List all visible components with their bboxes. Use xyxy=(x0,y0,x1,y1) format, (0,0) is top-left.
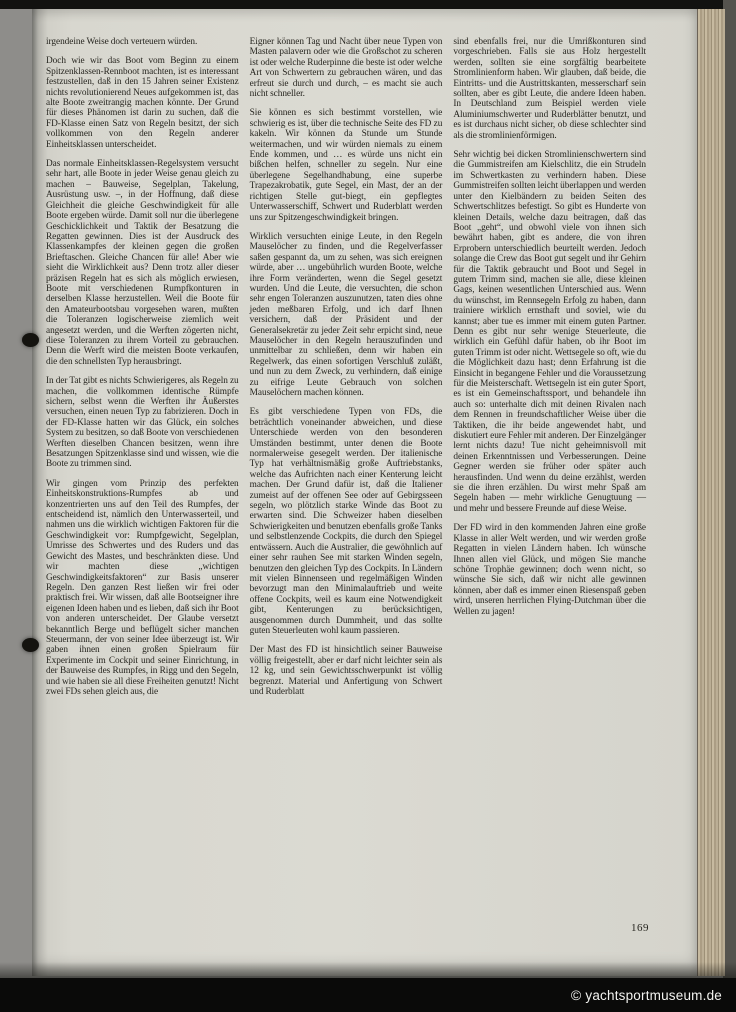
text-column-2 xyxy=(250,37,443,706)
paragraph: Wir gingen vom Prinzip des perfekten Einheitskonstruktions-Rumpfes ab und konzentrierten uns auf den Teil des Rumpfes, der entscheidend ist, nämlich den Unterwasserteil, und nahmen uns die wirklich wichtigen Faktoren für die Geschwindigkeit vor: Rumpfgewicht, Segelplan, Umrisse des Schwertes und des Ruders und das Gewicht des Mastes, und beschränkten diese. Und wir machten diese „wichtigen Geschwindigkeitsfaktoren“ zur Basis unserer Regeln. Den ganzen Rest ließen wir frei oder praktisch frei. Wir wissen, daß alle Bootseigner ihre eigenen Ideen haben und es lieben, daß sich ihr Boot von anderen unterscheidet. Der Glaube versetzt bekanntlich Berge und beflügelt sicher manchen Steuermann, der von seiner Idee überzeugt ist. Wir gaben ihnen einen großen Spielraum für Experimente im Cockpit und seiner Einrichtung, in der Bauweise des Rumpfes, in Rigg und den Segeln, und wie haben sie all diese Freiheiten genutzt! Nicht zwei FDs sehen gleich aus, die xyxy=(46,478,239,697)
paragraph: Sehr wichtig bei dicken Stromlinienschwertern sind die Gummistreifen am Kielschlitz, die ein Strudeln im Schwertkasten zu verhindern haben. Diese Gummistreifen sollten leicht überlappen und werden unter den Kielbändern zu beiden Seiten des Schwertschlitzes befestigt. So gibt es Hunderte von kleinen Details, welche dazu beitragen, daß das Boot „geht“, und obwohl viele von ihnen sich bewährt haben, gibt es andere, die von ihren Erprobern unterschiedlich beurteilt werden. Jedoch solange die Crew das Boot gut segelt und ihr Gehirn für die Taktik gebraucht und Boot und Segel in gutem Trimm sind, machen sie alle, diese kleinen Gags, keinen wesentlichen Unterschied aus. Wenn du wünschst, im Rennsegeln Erfolg zu haben, dann trainiere wirklich ernsthaft und soviel, wie du kannst; aber tue es immer mit einem guten Partner. Denn es gibt nur sehr wenige Steuerleute, die wirklich ein Gefühl dafür haben, ob ihr Boot im guten Trimm ist oder nicht. Wettsegele so oft, wie du die Möglichkeit dazu hast; denn Erfahrung ist die Einsicht in begangene Fehler und die Voraussetzung für die Meisterschaft. Wettsegeln ist ein guter Sport, es ist ein Gemeinschaftssport, und behandele ihn auch so: unterhalte dich mit deinen Rivalen nach dem Rennen in freundschaftlicher Weise über die Taktiken, die ihr beide angewendet habt, und diskutiert eure Fehler mit anderen. Der Einzelgänger lernt nichts dazu! Tue nicht geheimnisvoll mit deinen Erkenntnissen und Verbesserungen. Deine Gegner werden sie früher oder später auch herausfinden. Und wenn du deine erzählst, werden sie die ihren erzählen. Du wirst mehr Spaß am Segeln haben — mehr wirkliche Genugtuung — und mehr und bessere Freunde auf diese Weise. xyxy=(453,150,647,514)
paragraph: Doch wie wir das Boot vom Beginn zu einem Spitzenklassen-Rennboot machten, ist es interessant festzustellen, daß in den 15 Jahren seiner Existenz nichts revolutionierend Neues aufgekommen ist, das alte Boote zweitrangig machen könnte. Der Grund für dieses Phänomen ist darin zu suchen, daß die FD-Klasse einen Satz von Regeln besitzt, der sich vollkommen von den Regeln anderer Einheitsklassen unterscheidet. xyxy=(46,56,239,150)
paragraph: sind ebenfalls frei, nur die Umrißkonturen sind vorgeschrieben. Falls sie aus Holz hergestellt werden, sollten sie eine sorgfältig bearbeitete Stromlinienform haben. Wir glauben, daß beide, die Eintritts- und die Austrittskanten, messerscharf sein sollten, aber es gibt Leute, die andere Ideen haben. In Deutschland zum Beispiel werden viele Aluminiumschwerter und Ruderblätter benutzt, und es ist durchaus nicht sicher, ob diese schlechter sind als die stromlinienförmigen. xyxy=(453,37,647,141)
copyright-icon: © xyxy=(570,987,582,1003)
paragraph: Das normale Einheitsklassen-Regelsystem versucht sehr hart, alle Boote in jeder Weise genau gleich zu machen – Bauweise, Segelplan, Takelung, Ausrüstung usw. –, in der Hoffnung, daß diese Gleichheit die gleiche Geschwindigkeit für alle Boote ergeben würde. Damit soll nur die überlegene Geschicklichkeit und Taktik der Besatzung die Regatten gewinnen. Dies ist der Ausdruck des Klassenkampfes der kleinen gegen die großen Brieftaschen. Gleiche Chancen für alle! Aber wie sieht die Wirklichkeit aus? Denn trotz aller dieser präzisen Regeln hat es sich als möglich erwiesen, Boote mit verschiedenen Rumpfkonturen in derselben Klasse herzustellen. Weil die Boote für den Amateurbootsbau vorgesehen waren, mußten die Toleranzen logischerweise ziemlich weit angesetzt werden, und die Werften zögerten nicht, diese Toleranzen zu ihrem Vorteil zu gebrauchen. Denn die Werft wird die meisten Boote verkaufen, die den schnellsten Typ herausbringt. xyxy=(46,159,239,367)
paragraph: Sie können es sich bestimmt vorstellen, wie schwierig es ist, über die technische Seite des FD zu kakeln. Wir können da Stunde um Stunde weitermachen, und wir würden niemals zu einem Ende kommen, und … es würde uns nicht ein bißchen helfen, schneller zu segeln. Nur eine überlegene Segelhandhabung, eine superbe Trapezakrobatik, gute Segel, ein Mast, der an der richtigen Stelle gut-biegt, ein gepflegtes Unterwasserschiff, Schwert und Ruderblatt werden uns zur Spitzengeschwindigkeit bringen. xyxy=(249,108,443,223)
scan-top-edge xyxy=(0,0,736,9)
page-number: 169 xyxy=(631,922,649,934)
paragraph: Es gibt verschiedene Typen von FDs, die beträchtlich voneinander abweichen, und diese Unterschiede werden von den besonderen Umständen bestimmt, unter denen die Boote normalerweise gesegelt werden. Der italienische Typ hat verhältnismäßig große Auftriebstanks, welche das Aufrichten nach einer Kenterung leicht machen. Der Grund dafür ist, daß die Italiener zumeist auf der offenen See oder auf Gebirgsseen segeln, wo plötzlich starke Winde das Boot zu erwarten sind. Die Schweizer haben dieselben Schwierigkeiten und benutzen ebenfalls große Tanks und selbstlenzende Cockpits, die durch den Spiegel entwässern. Auch die Australier, die gewöhnlich auf einer sehr rauhen See mit starken Winden segeln, benutzen den gleichen Typ des Cockpits. In Ländern mit vielen Binnenseen und regelmäßigen Winden bevorzugt man den Minimalauftrieb und weite offene Cockpits, weil es kaum eine Notwendigkeit gibt, Kenterungen zu berücksichtigen, ausgenommen durch Dummheit, und das sollte guten Steuerleuten wohl kaum passieren. xyxy=(249,407,443,636)
paragraph: Der Mast des FD ist hinsichtlich seiner Bauweise völlig freigestellt, aber er darf nicht leichter sein als 12 kg, und sein Gewichtsschwerpunkt ist völlig begrenzt. Material und Anfertigung von Schwert und Ruderblatt xyxy=(249,645,443,697)
paragraph: Eigner können Tag und Nacht über neue Typen von Masten palavern oder wie die Großschot zu scheren ist oder welche Ruderpinne die beste ist oder welche Art von Schwertern zu gebrauchen wären, und das erfreut sie durch und durch, – es macht sie auch nicht schneller. xyxy=(249,37,443,100)
paragraph: Wirklich versuchten einige Leute, in den Regeln Mauselöcher zu finden, und die Regelverfasser saßen gespannt da, um zu sehen, was sich ereignen würde, aber … ungebührlich wurden Boote, welche ihre Form veränderten, wenn die Segel gesetzt wurden. Und die Leute, die versuchten, die schon sehr engen Toleranzen auszunutzen, taten dies ohne jeden meßbaren Erfolg, und ich darf Ihnen versichern, daß der Präsident und der Generalsekretär zu jeder Zeit sehr erpicht sind, neue Mauselöcher in den Regeln herauszufinden und unmittelbar zu schließen, denn wir haben ein Regelwerk, das einen sofortigen Verschluß zuläßt, und nun zu dem Zweck, zu verhindern, daß einige zu eifrige Leute Gebrauch von solchen Mauselöchern machen können. xyxy=(249,231,443,398)
book-page-edges xyxy=(697,9,725,976)
paragraph: In der Tat gibt es nichts Schwierigeres, als Regeln zu machen, die vollkommen identische Rümpfe sichern, selbst wenn die Werften ihr Äußerstes versuchen, einen neuen Typ zu fabrizieren. Doch in der FD-Klasse hatten wir das Glück, ein solches System zu besitzen, so daß Boote von verschiedenen Werften dieselben Chancen besitzen, wenn ihre Besatzungen Spitzenklasse sind und wissen, wie die Boote zu trimmen sind. xyxy=(46,376,239,470)
paragraph: Der FD wird in den kommenden Jahren eine große Klasse in aller Welt werden, und wir werden große Regatten in vielen Ländern haben. Ich wünsche Ihnen allen viel Glück, und mögen Sie manche schöne Trophäe gewinnen; doch wenn nicht, so wünsche Sie sich, daß wir nicht alle gewinnen können, aber daß es immer einen Riesenspaß geben wird, unseren herrlichen Flying-Dutchman über die Wellen zu jagen! xyxy=(453,523,647,617)
page-bottom-shadow xyxy=(0,962,736,978)
binding-hole-top xyxy=(22,333,39,347)
watermark xyxy=(571,988,722,1003)
text-column-1 xyxy=(46,37,239,706)
binding-hole-bottom xyxy=(22,638,39,652)
text-column-3 xyxy=(453,37,646,706)
paragraph: irgendeine Weise doch verteuern würden. xyxy=(46,37,198,47)
book-page xyxy=(32,9,697,976)
watermark-bar xyxy=(0,978,736,1012)
watermark-text: yachtsportmuseum.de xyxy=(585,987,722,1003)
text-columns xyxy=(46,37,646,706)
